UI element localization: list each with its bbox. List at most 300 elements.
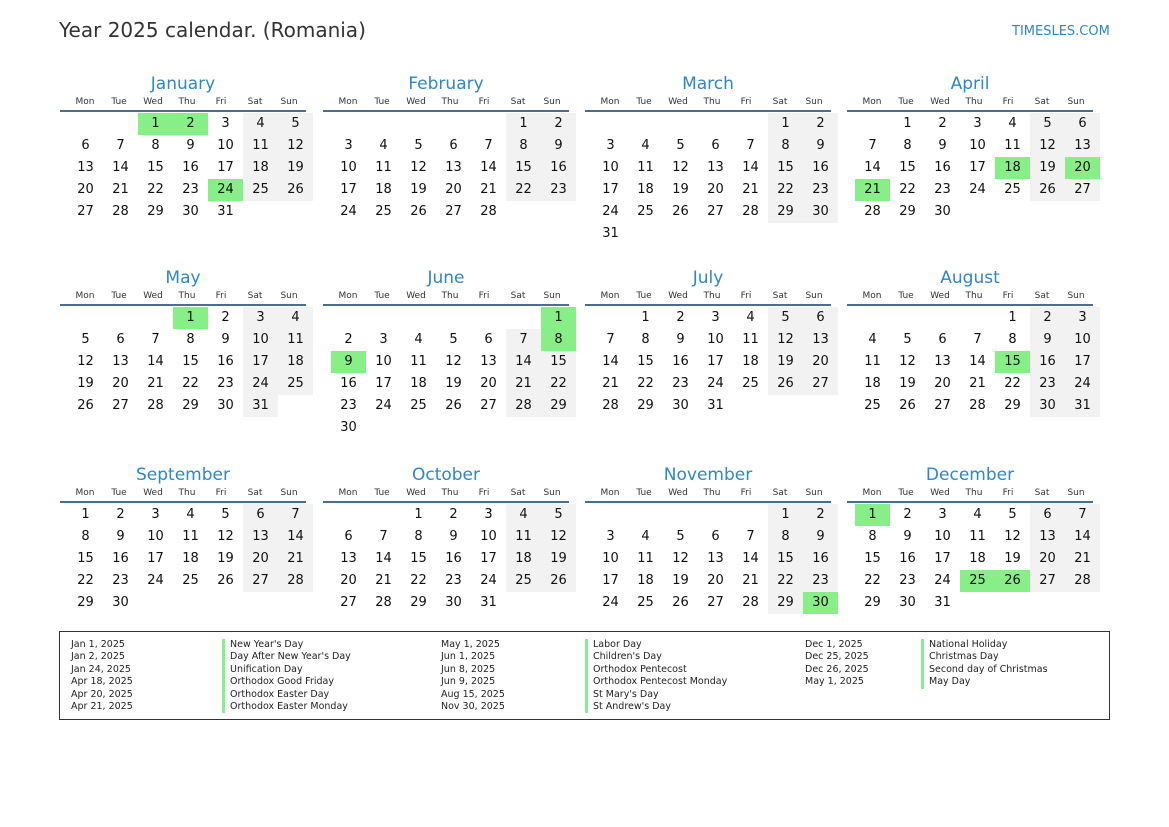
month-may xyxy=(60,266,306,417)
day-cell: 23 xyxy=(541,179,576,201)
holiday-date: Apr 21, 2025 xyxy=(71,700,133,712)
day-cell: 15 xyxy=(182,354,199,369)
day-cell: 18 xyxy=(637,182,654,197)
day-cell: 5 xyxy=(1030,113,1065,135)
day-grid xyxy=(331,504,569,614)
day-cell: 13 xyxy=(1030,526,1065,548)
day-cell: 9 xyxy=(803,135,838,157)
day-cell: 20 xyxy=(1030,548,1065,570)
day-cell: 21 xyxy=(602,376,619,391)
day-cell: 23 xyxy=(672,376,689,391)
month-name: March xyxy=(682,74,734,94)
day-cell: 12 xyxy=(899,354,916,369)
day-cell: 30 xyxy=(803,201,838,223)
day-cell: 8 xyxy=(768,135,803,157)
day-cell: 27 xyxy=(1030,570,1065,592)
holiday-name: Labor Day xyxy=(585,639,727,651)
weekday-label: Mon xyxy=(75,97,95,107)
day-cell: 7 xyxy=(868,138,877,153)
day-cell: 3 xyxy=(344,138,353,153)
day-cell: 15 xyxy=(506,157,541,179)
day-cell: 10 xyxy=(243,329,278,351)
day-cell: 29 xyxy=(1004,398,1021,413)
day-cell: 24 xyxy=(480,573,497,588)
day-cell: 27 xyxy=(112,398,129,413)
weekday-label: Tue xyxy=(898,291,914,301)
day-cell: 10 xyxy=(1065,329,1100,351)
month-march xyxy=(585,72,831,245)
day-grid xyxy=(855,307,1093,417)
weekday-label: Sun xyxy=(1067,97,1085,107)
day-cell: 11 xyxy=(278,329,313,351)
day-grid xyxy=(855,504,1093,614)
day-cell: 2 xyxy=(938,116,947,131)
day-cell: 4 xyxy=(414,332,423,347)
day-cell: 28 xyxy=(742,595,759,610)
weekday-label: Sun xyxy=(543,97,561,107)
day-cell: 5 xyxy=(541,504,576,526)
empty-cell xyxy=(628,504,663,526)
weekday-label: Wed xyxy=(143,488,163,498)
day-cell: 10 xyxy=(934,529,951,544)
day-cell: 17 xyxy=(375,376,392,391)
weekday-label: Sat xyxy=(1034,291,1050,301)
weekday-label: Thu xyxy=(965,291,983,301)
weekday-label: Wed xyxy=(406,97,426,107)
day-cell: 17 xyxy=(707,354,724,369)
month-name: May xyxy=(165,268,201,288)
day-cell: 6 xyxy=(711,529,720,544)
day-cell: 24 xyxy=(934,573,951,588)
day-cell: 20 xyxy=(340,573,357,588)
day-cell: 4 xyxy=(641,138,650,153)
weekday-header xyxy=(323,96,569,112)
day-cell: 5 xyxy=(676,529,685,544)
day-cell: 19 xyxy=(1004,551,1021,566)
holiday-cell: 9 xyxy=(331,351,366,373)
day-cell: 17 xyxy=(934,551,951,566)
weekday-label: Sun xyxy=(1067,291,1085,301)
day-cell: 12 xyxy=(217,529,234,544)
weekday-label: Sat xyxy=(510,97,526,107)
day-cell: 19 xyxy=(541,548,576,570)
month-name: December xyxy=(925,465,1015,485)
day-cell: 18 xyxy=(506,548,541,570)
day-cell: 21 xyxy=(506,373,541,395)
day-cell: 6 xyxy=(484,332,493,347)
weekday-label: Wed xyxy=(668,97,688,107)
weekday-label: Fri xyxy=(215,488,227,498)
day-cell: 18 xyxy=(243,157,278,179)
weekday-label: Thu xyxy=(441,488,459,498)
day-cell: 7 xyxy=(379,529,388,544)
day-cell: 22 xyxy=(77,573,94,588)
day-cell: 2 xyxy=(803,113,838,135)
day-cell: 23 xyxy=(1030,373,1065,395)
holiday-name: Orthodox Pentecost Monday xyxy=(585,676,727,688)
day-cell: 10 xyxy=(707,332,724,347)
day-cell: 6 xyxy=(449,138,458,153)
day-cell: 15 xyxy=(768,157,803,179)
day-cell: 22 xyxy=(182,376,199,391)
day-cell: 26 xyxy=(672,595,689,610)
day-cell: 30 xyxy=(672,398,689,413)
day-cell: 4 xyxy=(243,113,278,135)
holiday-name: St Andrew's Day xyxy=(585,701,727,713)
day-cell: 11 xyxy=(375,160,392,175)
weekday-label: Sat xyxy=(247,291,263,301)
day-cell: 16 xyxy=(112,551,129,566)
day-cell: 16 xyxy=(899,551,916,566)
day-cell: 21 xyxy=(147,376,164,391)
day-cell: 21 xyxy=(1065,548,1100,570)
day-cell: 4 xyxy=(641,529,650,544)
day-cell: 13 xyxy=(445,160,462,175)
month-january xyxy=(60,72,306,223)
day-cell: 30 xyxy=(934,204,951,219)
day-cell: 16 xyxy=(803,548,838,570)
weekday-header xyxy=(60,96,306,112)
day-cell: 9 xyxy=(221,332,230,347)
weekday-label: Fri xyxy=(478,291,490,301)
day-cell: 5 xyxy=(81,332,90,347)
day-cell: 25 xyxy=(375,204,392,219)
day-cell: 16 xyxy=(445,551,462,566)
day-cell: 1 xyxy=(768,504,803,526)
month-june xyxy=(323,266,569,439)
day-cell: 28 xyxy=(864,204,881,219)
day-cell: 8 xyxy=(151,138,160,153)
empty-cell xyxy=(366,504,401,526)
holiday-cell: 25 xyxy=(960,570,995,592)
day-cell: 14 xyxy=(278,526,313,548)
day-cell: 19 xyxy=(672,573,689,588)
weekday-label: Wed xyxy=(143,291,163,301)
day-cell: 27 xyxy=(707,204,724,219)
day-cell: 28 xyxy=(742,204,759,219)
holiday-cell: 1 xyxy=(855,504,890,526)
day-cell: 14 xyxy=(1065,526,1100,548)
day-cell: 7 xyxy=(484,138,493,153)
weekday-header xyxy=(60,290,306,306)
weekday-label: Mon xyxy=(600,97,620,107)
day-cell: 15 xyxy=(768,548,803,570)
day-cell: 24 xyxy=(375,398,392,413)
empty-cell xyxy=(593,307,628,329)
day-cell: 28 xyxy=(112,204,129,219)
weekday-label: Sun xyxy=(805,291,823,301)
weekday-label: Tue xyxy=(636,488,652,498)
holiday-cell: 2 xyxy=(173,113,208,135)
day-cell: 7 xyxy=(746,138,755,153)
weekday-label: Sun xyxy=(1067,488,1085,498)
day-cell: 29 xyxy=(899,204,916,219)
day-cell: 5 xyxy=(449,332,458,347)
weekday-header xyxy=(323,290,569,306)
weekday-label: Thu xyxy=(178,291,196,301)
empty-cell xyxy=(960,307,995,329)
day-cell: 21 xyxy=(375,573,392,588)
day-cell: 12 xyxy=(445,354,462,369)
day-cell: 27 xyxy=(445,204,462,219)
day-cell: 27 xyxy=(480,398,497,413)
day-cell: 1 xyxy=(1008,310,1017,325)
empty-cell xyxy=(663,504,698,526)
day-cell: 17 xyxy=(1065,351,1100,373)
weekday-label: Sun xyxy=(805,97,823,107)
day-cell: 3 xyxy=(973,116,982,131)
day-cell: 9 xyxy=(803,526,838,548)
weekday-label: Fri xyxy=(1002,97,1014,107)
day-cell: 19 xyxy=(410,182,427,197)
day-cell: 16 xyxy=(541,157,576,179)
holiday-name: Second day of Christmas xyxy=(921,664,1048,676)
day-cell: 18 xyxy=(637,573,654,588)
empty-cell xyxy=(68,113,103,135)
day-cell: 9 xyxy=(938,138,947,153)
weekday-label: Tue xyxy=(111,97,127,107)
month-august xyxy=(847,266,1093,417)
weekday-label: Tue xyxy=(111,488,127,498)
weekday-label: Tue xyxy=(374,291,390,301)
day-cell: 5 xyxy=(768,307,803,329)
day-cell: 11 xyxy=(637,551,654,566)
weekday-label: Fri xyxy=(740,488,752,498)
day-cell: 3 xyxy=(484,507,493,522)
weekday-label: Mon xyxy=(75,291,95,301)
day-cell: 13 xyxy=(803,329,838,351)
day-cell: 17 xyxy=(480,551,497,566)
month-july xyxy=(585,266,831,417)
day-cell: 6 xyxy=(116,332,125,347)
day-cell: 13 xyxy=(243,526,278,548)
day-cell: 30 xyxy=(112,595,129,610)
day-cell: 26 xyxy=(445,398,462,413)
day-cell: 4 xyxy=(186,507,195,522)
day-cell: 23 xyxy=(340,398,357,413)
weekday-label: Wed xyxy=(406,488,426,498)
day-cell: 12 xyxy=(1030,135,1065,157)
month-october xyxy=(323,463,569,614)
month-name: January xyxy=(150,74,216,94)
day-cell: 3 xyxy=(151,507,160,522)
day-cell: 19 xyxy=(899,376,916,391)
empty-cell xyxy=(925,307,960,329)
day-cell: 18 xyxy=(864,376,881,391)
weekday-label: Thu xyxy=(441,291,459,301)
holiday-date: Jun 9, 2025 xyxy=(441,676,496,688)
month-name: August xyxy=(940,268,1000,288)
day-cell: 7 xyxy=(506,329,541,351)
day-grid xyxy=(855,113,1093,223)
holiday-cell: 15 xyxy=(995,351,1030,373)
weekday-label: Sat xyxy=(1034,488,1050,498)
day-cell: 6 xyxy=(344,529,353,544)
day-cell: 14 xyxy=(112,160,129,175)
day-cell: 13 xyxy=(112,354,129,369)
day-cell: 13 xyxy=(934,354,951,369)
day-cell: 23 xyxy=(899,573,916,588)
day-cell: 26 xyxy=(77,398,94,413)
day-cell: 19 xyxy=(278,157,313,179)
holiday-legend xyxy=(59,631,1110,720)
day-cell: 15 xyxy=(864,551,881,566)
empty-cell xyxy=(593,504,628,526)
weekday-label: Sat xyxy=(772,488,788,498)
weekday-label: Fri xyxy=(215,97,227,107)
holiday-cell: 18 xyxy=(995,157,1030,179)
day-cell: 17 xyxy=(602,573,619,588)
day-cell: 3 xyxy=(379,332,388,347)
month-name: November xyxy=(663,465,753,485)
day-cell: 4 xyxy=(1008,116,1017,131)
holiday-date: Dec 1, 2025 xyxy=(805,639,863,650)
day-cell: 4 xyxy=(746,310,755,325)
day-cell: 28 xyxy=(147,398,164,413)
day-cell: 2 xyxy=(449,507,458,522)
legend-dates-column xyxy=(71,639,133,713)
weekday-label: Fri xyxy=(478,97,490,107)
day-cell: 7 xyxy=(116,138,125,153)
day-cell: 16 xyxy=(217,354,234,369)
day-cell: 27 xyxy=(340,595,357,610)
day-cell: 2 xyxy=(803,504,838,526)
day-cell: 27 xyxy=(77,204,94,219)
day-cell: 21 xyxy=(278,548,313,570)
day-cell: 24 xyxy=(969,182,986,197)
day-cell: 9 xyxy=(676,332,685,347)
weekday-label: Mon xyxy=(862,291,882,301)
day-cell: 17 xyxy=(147,551,164,566)
day-cell: 5 xyxy=(676,138,685,153)
day-cell: 2 xyxy=(541,113,576,135)
day-grid xyxy=(593,307,831,417)
day-cell: 9 xyxy=(903,529,912,544)
day-cell: 14 xyxy=(969,354,986,369)
day-cell: 7 xyxy=(606,332,615,347)
day-cell: 13 xyxy=(707,160,724,175)
day-cell: 16 xyxy=(934,160,951,175)
empty-cell xyxy=(663,113,698,135)
day-cell: 24 xyxy=(1065,373,1100,395)
day-cell: 21 xyxy=(112,182,129,197)
day-cell: 5 xyxy=(278,113,313,135)
day-cell: 24 xyxy=(243,373,278,395)
day-cell: 17 xyxy=(602,182,619,197)
day-cell: 25 xyxy=(1004,182,1021,197)
day-cell: 8 xyxy=(1008,332,1017,347)
day-cell: 8 xyxy=(868,529,877,544)
weekday-label: Sat xyxy=(772,97,788,107)
holiday-name: Orthodox Good Friday xyxy=(222,676,351,688)
weekday-label: Tue xyxy=(374,488,390,498)
day-cell: 29 xyxy=(864,595,881,610)
day-cell: 8 xyxy=(186,332,195,347)
weekday-label: Fri xyxy=(1002,488,1014,498)
weekday-label: Sat xyxy=(510,488,526,498)
day-cell: 13 xyxy=(480,354,497,369)
day-cell: 27 xyxy=(803,373,838,395)
weekday-header xyxy=(585,96,831,112)
day-cell: 25 xyxy=(243,179,278,201)
empty-cell xyxy=(733,504,768,526)
day-cell: 6 xyxy=(243,504,278,526)
holiday-date: Jan 1, 2025 xyxy=(71,639,125,650)
holiday-name: Orthodox Pentecost xyxy=(585,664,727,676)
day-cell: 18 xyxy=(278,351,313,373)
day-cell: 20 xyxy=(707,182,724,197)
weekday-label: Mon xyxy=(338,291,358,301)
day-cell: 20 xyxy=(445,182,462,197)
day-cell: 22 xyxy=(410,573,427,588)
holiday-date: Jun 1, 2025 xyxy=(441,651,496,663)
day-cell: 19 xyxy=(445,376,462,391)
day-cell: 14 xyxy=(602,354,619,369)
day-cell: 6 xyxy=(1065,113,1100,135)
day-cell: 25 xyxy=(182,573,199,588)
day-cell: 21 xyxy=(969,376,986,391)
day-cell: 11 xyxy=(506,526,541,548)
weekday-label: Thu xyxy=(178,488,196,498)
day-cell: 6 xyxy=(938,332,947,347)
day-cell: 9 xyxy=(1030,329,1065,351)
empty-cell xyxy=(890,307,925,329)
weekday-label: Tue xyxy=(898,97,914,107)
day-cell: 31 xyxy=(602,226,619,241)
day-cell: 27 xyxy=(934,398,951,413)
day-cell: 22 xyxy=(506,179,541,201)
site-link[interactable]: TIMESLES.COM xyxy=(1012,24,1110,39)
day-cell: 15 xyxy=(77,551,94,566)
day-cell: 8 xyxy=(506,135,541,157)
day-cell: 30 xyxy=(899,595,916,610)
day-cell: 9 xyxy=(449,529,458,544)
weekday-label: Thu xyxy=(441,97,459,107)
holiday-date: Aug 15, 2025 xyxy=(441,688,505,700)
day-cell: 5 xyxy=(1008,507,1017,522)
day-cell: 2 xyxy=(676,310,685,325)
holiday-cell: 26 xyxy=(995,570,1030,592)
day-cell: 1 xyxy=(903,116,912,131)
empty-cell xyxy=(401,307,436,329)
day-cell: 22 xyxy=(147,182,164,197)
legend-names-column xyxy=(222,639,351,713)
weekday-label: Sat xyxy=(1034,97,1050,107)
holiday-date: Dec 26, 2025 xyxy=(805,663,869,675)
weekday-header xyxy=(847,487,1093,503)
day-cell: 5 xyxy=(903,332,912,347)
day-cell: 7 xyxy=(151,332,160,347)
weekday-label: Wed xyxy=(930,97,950,107)
weekday-label: Wed xyxy=(668,291,688,301)
empty-cell xyxy=(366,307,401,329)
holiday-date: May 1, 2025 xyxy=(441,639,500,650)
day-cell: 19 xyxy=(768,351,803,373)
day-cell: 20 xyxy=(803,351,838,373)
day-cell: 31 xyxy=(1065,395,1100,417)
day-cell: 2 xyxy=(344,332,353,347)
day-cell: 4 xyxy=(506,504,541,526)
day-cell: 16 xyxy=(1030,351,1065,373)
month-name: April xyxy=(950,74,990,94)
weekday-label: Sun xyxy=(280,488,298,498)
empty-cell xyxy=(506,307,541,329)
day-cell: 30 xyxy=(445,595,462,610)
weekday-label: Fri xyxy=(1002,291,1014,301)
day-cell: 26 xyxy=(217,573,234,588)
day-grid xyxy=(331,113,569,223)
day-cell: 29 xyxy=(637,398,654,413)
